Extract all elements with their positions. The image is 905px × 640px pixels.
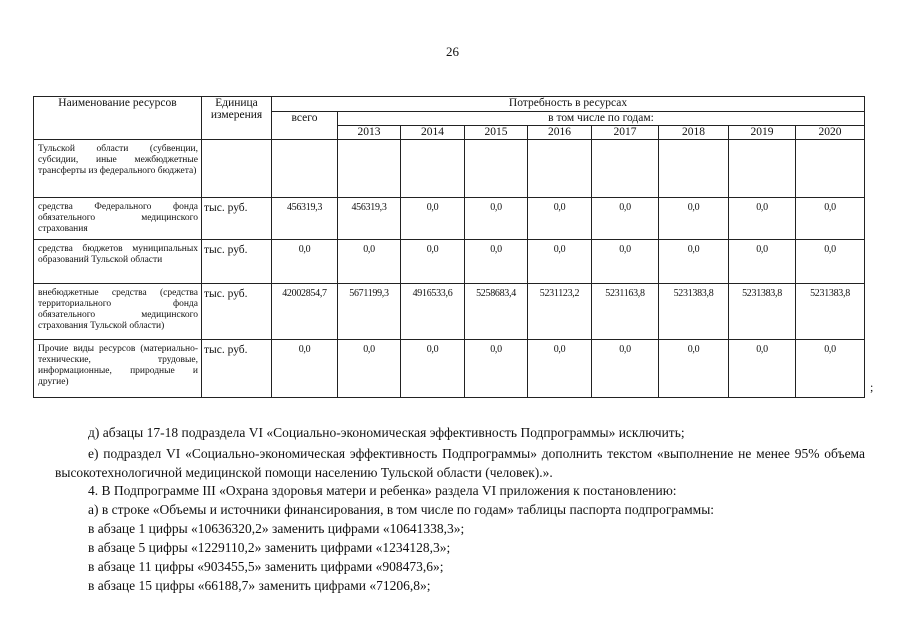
- resource-name-cell: Прочие виды ресурсов (материально-технические, трудовые, информационные, природные и другие): [34, 340, 202, 398]
- header-year-2020: 2020: [796, 126, 865, 140]
- table-row: [34, 240, 865, 284]
- year-value-cell: 0,0: [729, 198, 796, 240]
- unit-cell: тыс. руб.: [202, 240, 272, 284]
- paragraph-item-4: 4. В Подпрограмме III «Охрана здоровья матери и ребенка» раздела VI приложения к постановлению:: [88, 483, 677, 498]
- unit-cell: тыс. руб.: [202, 198, 272, 240]
- year-value-cell: 5231383,8: [729, 284, 796, 340]
- resource-name-cell: внебюджетные средства (средства территориального фонда обязательного медицинского страхования Тульской области): [34, 284, 202, 340]
- year-value-cell: 0,0: [528, 340, 592, 398]
- year-value-cell: 0,0: [338, 340, 401, 398]
- header-year-2015: 2015: [465, 126, 528, 140]
- year-value-cell: [659, 140, 729, 198]
- header-need: Потребность в ресурсах: [272, 97, 865, 112]
- year-value-cell: [592, 140, 659, 198]
- year-value-cell: 0,0: [729, 340, 796, 398]
- year-value-cell: 0,0: [796, 340, 865, 398]
- year-value-cell: 5258683,4: [465, 284, 528, 340]
- year-value-cell: [528, 140, 592, 198]
- unit-cell: тыс. руб.: [202, 284, 272, 340]
- year-value-cell: 0,0: [592, 198, 659, 240]
- resources-table: [33, 96, 865, 398]
- header-year-2019: 2019: [729, 126, 796, 140]
- year-value-cell: 0,0: [528, 198, 592, 240]
- header-year-2016: 2016: [528, 126, 592, 140]
- year-value-cell: 0,0: [465, 198, 528, 240]
- header-by-years: в том числе по годам:: [338, 112, 865, 126]
- year-value-cell: [401, 140, 465, 198]
- year-value-cell: 0,0: [401, 340, 465, 398]
- page-number: 26: [446, 44, 459, 59]
- year-value-cell: 0,0: [659, 340, 729, 398]
- year-value-cell: 0,0: [729, 240, 796, 284]
- header-resource-name: Наименование ресурсов: [34, 97, 202, 140]
- header-year-2017: 2017: [592, 126, 659, 140]
- paragraph-abzac-15: в абзаце 15 цифры «66188,7» заменить цифрами «71206,8»;: [88, 578, 431, 593]
- header-unit-line2: измерения: [210, 109, 263, 121]
- year-value-cell: 0,0: [465, 340, 528, 398]
- year-value-cell: 0,0: [528, 240, 592, 284]
- paragraph-e: е) подраздел VI «Социально-экономическая эффективность Подпрограммы» дополнить текстом «выполнение не менее 95% объема высокотехнологичной медицинской помощи населению Тульской области (человек).».: [55, 446, 865, 480]
- paragraph-abzac-1: в абзаце 1 цифры «10636320,2» заменить цифрами «10641338,3»;: [88, 521, 465, 536]
- header-total: всего: [272, 112, 338, 140]
- header-unit-line1: Единица: [215, 97, 258, 109]
- year-value-cell: 0,0: [796, 198, 865, 240]
- header-year-2013: 2013: [338, 126, 401, 140]
- header-year-2014: 2014: [401, 126, 465, 140]
- paragraph-d: д) абзацы 17-18 подраздела VI «Социально-экономическая эффективность Подпрограммы» исключить;: [88, 425, 685, 440]
- resource-name-cell: Тульской области (субвенции, субсидии, иные межбюджетные трансферты из федерального бюджета): [34, 140, 202, 198]
- paragraph-abzac-11: в абзаце 11 цифры «903455,5» заменить цифрами «908473,6»;: [88, 559, 444, 574]
- table-row: [34, 284, 865, 340]
- table-row: [34, 198, 865, 240]
- table-row: [34, 340, 865, 398]
- year-value-cell: 5231163,8: [592, 284, 659, 340]
- total-cell: 0,0: [272, 340, 338, 398]
- total-cell: 456319,3: [272, 198, 338, 240]
- year-value-cell: 5671199,3: [338, 284, 401, 340]
- paragraph-abzac-5: в абзаце 5 цифры «1229110,2» заменить цифрами «1234128,3»;: [88, 540, 451, 555]
- resource-name-cell: средства бюджетов муниципальных образований Тульской области: [34, 240, 202, 284]
- header-year-2018: 2018: [659, 126, 729, 140]
- year-value-cell: 5231383,8: [796, 284, 865, 340]
- total-cell: 42002854,7: [272, 284, 338, 340]
- paragraph-a: а) в строке «Объемы и источники финансирования, в том числе по годам» таблицы паспорта подпрограммы:: [88, 502, 715, 517]
- year-value-cell: [729, 140, 796, 198]
- header-unit: [202, 97, 272, 140]
- year-value-cell: 0,0: [401, 198, 465, 240]
- year-value-cell: 5231123,2: [528, 284, 592, 340]
- unit-cell: [202, 140, 272, 198]
- year-value-cell: 0,0: [592, 340, 659, 398]
- year-value-cell: 0,0: [592, 240, 659, 284]
- total-cell: [272, 140, 338, 198]
- table-trailing-semicolon: ;: [870, 380, 874, 394]
- year-value-cell: [338, 140, 401, 198]
- total-cell: 0,0: [272, 240, 338, 284]
- year-value-cell: [796, 140, 865, 198]
- resource-name-cell: средства Федерального фонда обязательного медицинского страхования: [34, 198, 202, 240]
- unit-cell: тыс. руб.: [202, 340, 272, 398]
- year-value-cell: 0,0: [659, 240, 729, 284]
- year-value-cell: 0,0: [465, 240, 528, 284]
- year-value-cell: 456319,3: [338, 198, 401, 240]
- year-value-cell: 5231383,8: [659, 284, 729, 340]
- year-value-cell: 4916533,6: [401, 284, 465, 340]
- year-value-cell: 0,0: [659, 198, 729, 240]
- year-value-cell: 0,0: [401, 240, 465, 284]
- year-value-cell: 0,0: [338, 240, 401, 284]
- year-value-cell: 0,0: [796, 240, 865, 284]
- table-row: [34, 140, 865, 198]
- year-value-cell: [465, 140, 528, 198]
